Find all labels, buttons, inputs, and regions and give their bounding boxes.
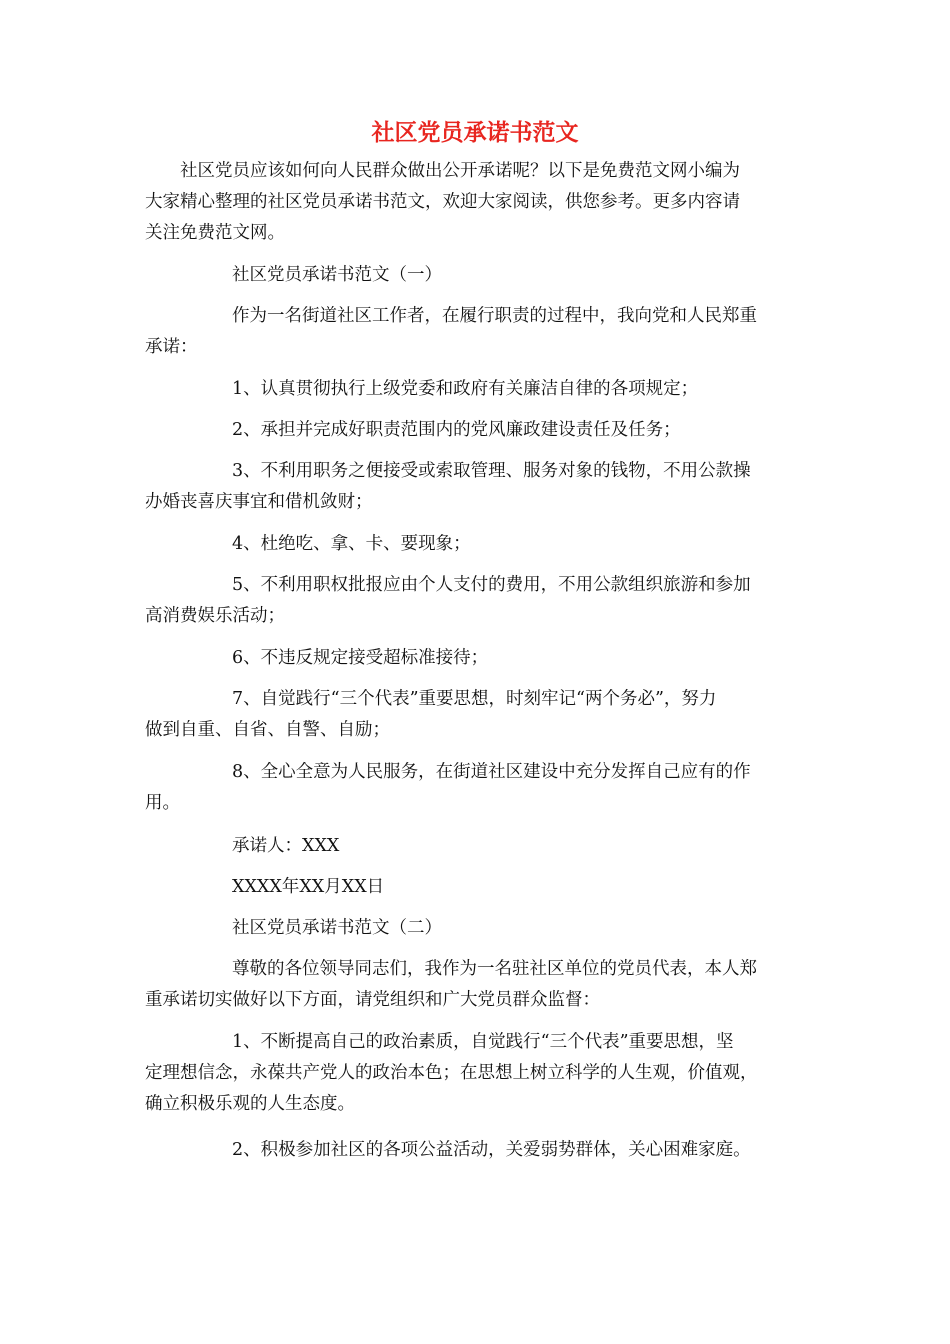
opening-line: 重承诺切实做好以下方面，请党组织和广大党员群众监督：	[145, 990, 600, 1010]
section1-item-4	[145, 529, 805, 560]
intro-line: 关注免费范文网。	[145, 223, 285, 243]
item-line: 高消费娱乐活动；	[145, 606, 285, 626]
section2-heading	[145, 913, 805, 944]
item-line: 办婚丧喜庆事宜和借机敛财；	[145, 492, 373, 512]
section1-item-1	[145, 374, 805, 405]
item-line: 确立积极乐观的人生态度。	[145, 1094, 355, 1114]
opening-line: 尊敬的各位领导同志们，我作为一名驻社区单位的党员代表，本人郑	[232, 959, 757, 979]
item-line: 4、杜绝吃、拿、卡、要现象；	[232, 534, 471, 554]
section-heading-text: 社区党员承诺书范文（一）	[232, 265, 442, 285]
section1-signer	[145, 831, 805, 862]
signer-text: 承诺人：XXX	[232, 836, 340, 856]
item-line: 7、自觉践行“三个代表”重要思想，时刻牢记“两个务必”，努力	[232, 689, 717, 709]
item-line: 6、不违反规定接受超标准接待；	[232, 648, 489, 668]
section1-item-6	[145, 643, 805, 674]
item-line: 1、认真贯彻执行上级党委和政府有关廉洁自律的各项规定；	[232, 379, 699, 399]
section1-item-5	[145, 570, 805, 632]
section2-item-1	[145, 1027, 805, 1120]
intro-paragraph	[145, 156, 805, 249]
item-line: 3、不利用职务之便接受或索取管理、服务对象的钱物，不用公款操	[232, 461, 751, 481]
section1-item-2	[145, 415, 805, 446]
section1-date	[145, 872, 805, 903]
item-line: 定理想信念，永葆共产党人的政治本色；在思想上树立科学的人生观，价值观，	[145, 1063, 758, 1083]
section2-opening	[145, 954, 805, 1016]
item-line: 2、承担并完成好职责范围内的党风廉政建设责任及任务；	[232, 420, 681, 440]
page-title: 社区党员承诺书范文	[371, 120, 579, 146]
item-line: 2、积极参加社区的各项公益活动，关爱弱势群体，关心困难家庭。	[232, 1140, 751, 1160]
section2-item-2	[145, 1135, 805, 1166]
section1-heading	[145, 260, 805, 291]
item-line: 做到自重、自省、自警、自励；	[145, 720, 390, 740]
section-heading-text: 社区党员承诺书范文（二）	[232, 918, 442, 938]
intro-line: 大家精心整理的社区党员承诺书范文，欢迎大家阅读，供您参考。更多内容请	[145, 192, 740, 212]
opening-line: 作为一名街道社区工作者，在履行职责的过程中，我向党和人民郑重	[232, 306, 757, 326]
item-line: 用。	[145, 793, 180, 813]
section1-item-3	[145, 456, 805, 518]
section1-item-7	[145, 684, 805, 746]
intro-line: 社区党员应该如何向人民群众做出公开承诺呢？以下是免费范文网小编为	[180, 161, 740, 181]
item-line: 1、不断提高自己的政治素质，自觉践行“三个代表”重要思想，坚	[232, 1032, 734, 1052]
date-text: XXXX年XX月XX日	[232, 877, 385, 897]
opening-line: 承诺：	[145, 337, 198, 357]
section1-opening	[145, 301, 805, 363]
item-line: 8、全心全意为人民服务，在街道社区建设中充分发挥自己应有的作	[232, 762, 751, 782]
section1-item-8	[145, 757, 805, 819]
item-line: 5、不利用职权批报应由个人支付的费用，不用公款组织旅游和参加	[232, 575, 751, 595]
